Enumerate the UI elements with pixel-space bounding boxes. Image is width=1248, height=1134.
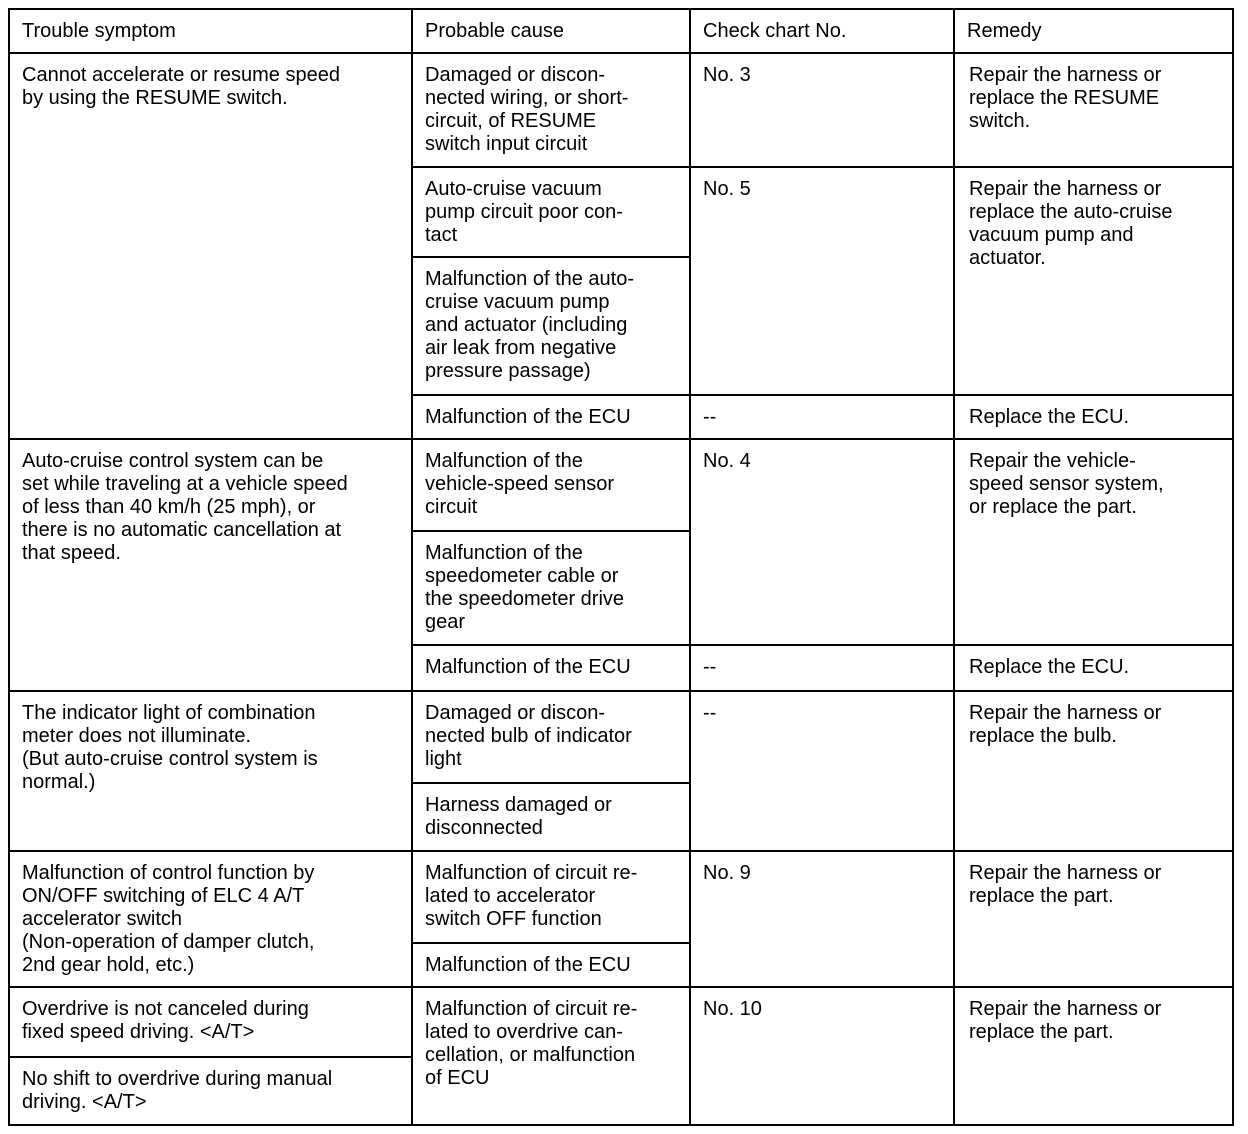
remedy-cell: Repair the harness or replace the bulb. (954, 691, 1233, 851)
header-check-chart-no: Check chart No. (690, 9, 954, 53)
table-row (9, 691, 1233, 783)
cause-cell: Malfunction of circuit re- lated to accelerator switch OFF function (412, 851, 690, 943)
cause-cell: Damaged or discon- nected bulb of indicator light (412, 691, 690, 783)
cause-cell: Malfunction of the speedometer cable or the speedometer drive gear (412, 531, 690, 645)
symptom-cell: Auto-cruise control system can be set while traveling at a vehicle speed of less than 40 km/h (25 mph), or there is no automatic cancellation at that speed. (9, 439, 412, 691)
remedy-cell: Replace the ECU. (954, 395, 1233, 439)
cause-cell: Damaged or discon- nected wiring, or short- circuit, of RESUME switch input circuit (412, 53, 690, 167)
cause-cell: Malfunction of the ECU (412, 395, 690, 439)
symptom-cell: Overdrive is not canceled during fixed speed driving. <A/T> (9, 987, 412, 1057)
symptom-cell: Cannot accelerate or resume speed by using the RESUME switch. (9, 53, 412, 439)
check-chart-cell: -- (690, 691, 954, 851)
table-row (9, 851, 1233, 943)
check-chart-cell: No. 9 (690, 851, 954, 987)
table-row (9, 987, 1233, 1057)
cause-cell: Malfunction of circuit re- lated to overdrive can- cellation, or malfunction of ECU (412, 987, 690, 1125)
check-chart-cell: No. 3 (690, 53, 954, 167)
check-chart-cell: No. 5 (690, 167, 954, 395)
symptom-cell: No shift to overdrive during manual driving. <A/T> (9, 1057, 412, 1125)
cause-cell: Malfunction of the ECU (412, 645, 690, 691)
check-chart-cell: -- (690, 645, 954, 691)
check-chart-cell: -- (690, 395, 954, 439)
symptom-cell: The indicator light of combination meter does not illuminate. (But auto-cruise control system is normal.) (9, 691, 412, 851)
cause-cell: Malfunction of the ECU (412, 943, 690, 987)
remedy-cell: Repair the harness or replace the part. (954, 851, 1233, 987)
remedy-cell: Repair the harness or replace the auto-cruise vacuum pump and actuator. (954, 167, 1233, 395)
remedy-cell: Repair the harness or replace the part. (954, 987, 1233, 1125)
check-chart-cell: No. 4 (690, 439, 954, 645)
table-row (9, 439, 1233, 531)
header-row (9, 9, 1233, 53)
header-remedy: Remedy (954, 9, 1233, 53)
cause-cell: Harness damaged or disconnected (412, 783, 690, 851)
cause-cell: Malfunction of the auto- cruise vacuum pump and actuator (including air leak from negative pressure passage) (412, 257, 690, 395)
symptom-cell: Malfunction of control function by ON/OFF switching of ELC 4 A/T accelerator switch (Non-operation of damper clutch, 2nd gear hold, etc.) (9, 851, 412, 987)
table-row (9, 53, 1233, 167)
cause-cell: Malfunction of the vehicle-speed sensor circuit (412, 439, 690, 531)
check-chart-cell: No. 10 (690, 987, 954, 1125)
cause-cell: Auto-cruise vacuum pump circuit poor con- tact (412, 167, 690, 257)
header-trouble-symptom: Trouble symptom (9, 9, 412, 53)
remedy-cell: Replace the ECU. (954, 645, 1233, 691)
remedy-cell: Repair the vehicle- speed sensor system, or replace the part. (954, 439, 1233, 645)
trouble-symptom-table (8, 8, 1234, 1126)
remedy-cell: Repair the harness or replace the RESUME switch. (954, 53, 1233, 167)
header-probable-cause: Probable cause (412, 9, 690, 53)
